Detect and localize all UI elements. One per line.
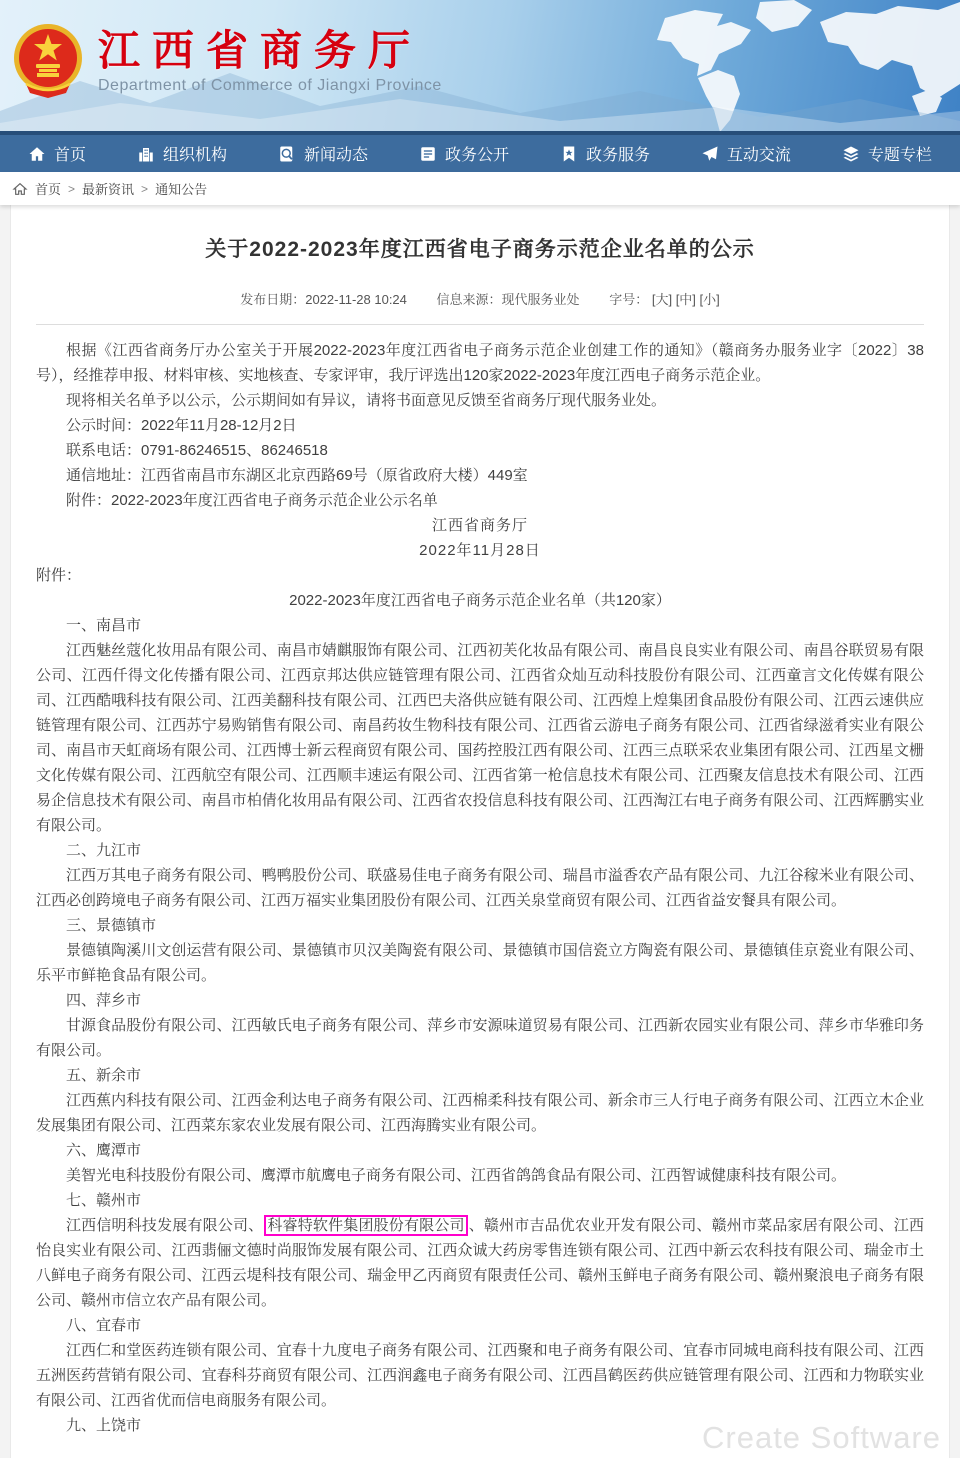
section-heading-jingdezhen: 三、景德镇市 [66,917,157,934]
breadcrumb-item-notices[interactable]: 通知公告 [155,182,208,197]
paragraph-phone: 联系电话：0791-86246515、86246518 [66,442,328,459]
company-list-xinyu: 江西蕉内科技有限公司、江西金利达电子商务有限公司、江西棉柔科技有限公司、新余市三人行电子商务有限公司、江西立木企业发展集团有限公司、江西菜东家农业发展有限公司、江西海腾实业有限公司。 [36,1092,924,1134]
bookmark-star-icon [560,145,578,163]
source-value: 现代服务业处 [501,292,580,307]
article-meta [36,289,924,325]
section-heading-nanchang: 一、南昌市 [66,617,142,634]
highlighted-company: 科睿特软件集团股份有限公司 [264,1215,467,1236]
publish-date: 2022-11-28 10:24 [305,292,407,307]
ganzhou-text-after: 、赣州市吉品优农业开发有限公司、赣州市菜品家居有限公司、江西怡良实业有限公司、江西翡俪文德时尚服饰发展有限公司、江西众诚大药房零售连锁有限公司、江西中新云农科技有限公司、瑞金市土八鲜电子商务有限公司、江西云堤科技有限公司、瑞金甲乙丙商贸有限责任公司、赣州玉鲜电子商务有限公司、赣州聚浪电子商务有限公司、赣州市信立农产品有限公司。 [36,1217,924,1309]
breadcrumb-home-icon [12,181,28,197]
breadcrumb [0,172,960,205]
company-list-ganzhou [36,1213,924,1313]
font-size-large-button[interactable]: [大] [651,292,673,307]
article-panel [10,205,950,1458]
document-icon [419,145,437,163]
source-label: 信息来源： [436,292,502,307]
publish-date-label: 发布日期： [240,292,306,307]
paragraph-basis: 根据《江西省商务厅办公室关于开展2022-2023年度江西省电子商务示范企业创建工作的通知》（赣商务办服务业字〔2022〕38号），经推荐申报、材料审核、实地核查、专家评审，我厅评选出120家2022-2023年度江西电子商务示范企业。 [36,342,924,384]
company-list-yingtan: 美智光电科技股份有限公司、鹰潭市航鹰电子商务有限公司、江西省鸽鸽食品有限公司、江西智诚健康科技有限公司。 [66,1167,847,1184]
ganzhou-text-before: 江西信明科技发展有限公司、 [66,1217,264,1234]
paragraph-announcement: 现将相关名单予以公示，公示期间如有异议，请将书面意见反馈至省商务厅现代服务业处。 [66,392,667,409]
site-title: 江西省商务厅 [98,27,423,74]
font-size-label: 字号： [609,292,649,307]
company-list-pingxiang: 甘源食品股份有限公司、江西敏氏电子商务有限公司、萍乡市安源味道贸易有限公司、江西新农园实业有限公司、萍乡市华雅印务有限公司。 [36,1017,924,1059]
section-heading-xinyu: 五、新余市 [66,1067,142,1084]
building-icon [137,145,155,163]
section-heading-jiujiang: 二、九江市 [66,842,142,859]
layers-icon [842,145,860,163]
company-list-nanchang: 江西魅丝蔻化妆用品有限公司、南昌市婧麒服饰有限公司、江西初芙化妆品有限公司、南昌良良实业有限公司、南昌谷联贸易有限公司、江西仟得文化传播有限公司、江西京邦达供应链管理有限公司、江西省众灿互动科技股份有限公司、江西童言文化传媒有限公司、江西酷哦科技有限公司、江西美翻科技有限公司、江西巴夫洛供应链有限公司、江西煌上煌集团食品股份有限公司、江西云速供应链管理有限公司、江西苏宁易购销售有限公司、南昌药妆生物科技有限公司、江西省云游电子商务有限公司、江西省绿滋肴实业有限公司、南昌市天虹商场有限公司、江西博士新云程商贸有限公司、国药控股江西有限公司、江西三点联采农业集团有限公司、江西星文栅文化传媒有限公司、江西航空有限公司、江西顺丰速运有限公司、江西省第一枪信息技术有限公司、江西聚友信息技术有限公司、江西易企信息技术有限公司、南昌市柏倩化妆用品有限公司、江西省农投信息科技有限公司、江西淘江右电子商务有限公司、江西辉鹏实业有限公司。 [36,642,924,834]
site-logo[interactable] [12,22,442,100]
nav-item-special-topics[interactable]: 专题专栏 [842,142,932,165]
section-heading-yichun: 八、宜春市 [66,1317,142,1334]
page-title: 关于2022-2023年度江西省电子商务示范企业名单的公示 [205,238,755,261]
nav-item-home[interactable]: 首页 [28,142,86,165]
company-list-title: 2022-2023年度江西省电子商务示范企业名单（共120家） [289,592,671,609]
signature-org: 江西省商务厅 [431,517,528,534]
signature-date: 2022年11月28日 [419,542,541,559]
section-heading-ganzhou: 七、赣州市 [66,1192,142,1209]
breadcrumb-separator: > [68,181,76,196]
company-list-jingdezhen: 景德镇陶溪川文创运营有限公司、景德镇市贝汉美陶瓷有限公司、景德镇市国信瓷立方陶瓷有限公司、景德镇佳京瓷业有限公司、乐平市鲜艳食品有限公司。 [36,942,924,984]
paper-plane-icon [701,145,719,163]
section-heading-shangrao: 九、上饶市 [66,1417,142,1434]
site-subtitle: Department of Commerce of Jiangxi Province [98,77,442,94]
breadcrumb-item-home[interactable]: 首页 [35,182,62,197]
section-heading-pingxiang: 四、萍乡市 [66,992,142,1009]
nav-item-interaction[interactable]: 互动交流 [701,142,791,165]
paragraph-address: 通信地址：江西省南昌市东湖区北京西路69号（原省政府大楼）449室 [66,467,528,484]
watermark: Create Software [702,1420,941,1455]
national-emblem-icon [12,22,84,100]
company-list-yichun: 江西仁和堂医药连锁有限公司、宜春十九度电子商务有限公司、江西聚和电子商务有限公司、宜春市同城电商科技有限公司、江西五洲医药营销有限公司、宜春科芬商贸有限公司、江西润鑫电子商务有限公司、江西昌鹤医药供应链管理有限公司、江西和力物联实业有限公司、江西省优而信电商服务有限公司。 [36,1342,924,1409]
section-heading-yingtan: 六、鹰潭市 [66,1142,142,1159]
site-header [0,0,960,131]
nav-item-gov-disclosure[interactable]: 政务公开 [419,142,509,165]
nav-item-organization[interactable]: 组织机构 [137,142,227,165]
nav-item-gov-services[interactable]: 政务服务 [560,142,650,165]
nav-item-news[interactable]: 新闻动态 [278,142,368,165]
main-nav [0,131,960,172]
article-body [36,338,924,1438]
paragraph-period: 公示时间：2022年11月28-12月2日 [66,417,297,434]
font-size-medium-button[interactable]: [中] [675,292,696,307]
paragraph-attachment-ref: 附件：2022-2023年度江西省电子商务示范企业公示名单 [66,492,438,509]
attachment-label: 附件： [36,567,82,584]
news-search-icon [278,145,296,163]
home-icon [28,145,46,163]
breadcrumb-item-latest-news[interactable]: 最新资讯 [82,182,135,197]
font-size-small-button[interactable]: [小] [699,292,720,307]
company-list-jiujiang: 江西万其电子商务有限公司、鸭鸭股份公司、联盛易佳电子商务有限公司、瑞昌市溢香农产品有限公司、九江谷稼米业有限公司、江西必创跨境电子商务有限公司、江西万福实业集团股份有限公司、江西关泉堂商贸有限公司、江西省益安餐具有限公司。 [36,867,924,909]
breadcrumb-separator: > [141,181,149,196]
